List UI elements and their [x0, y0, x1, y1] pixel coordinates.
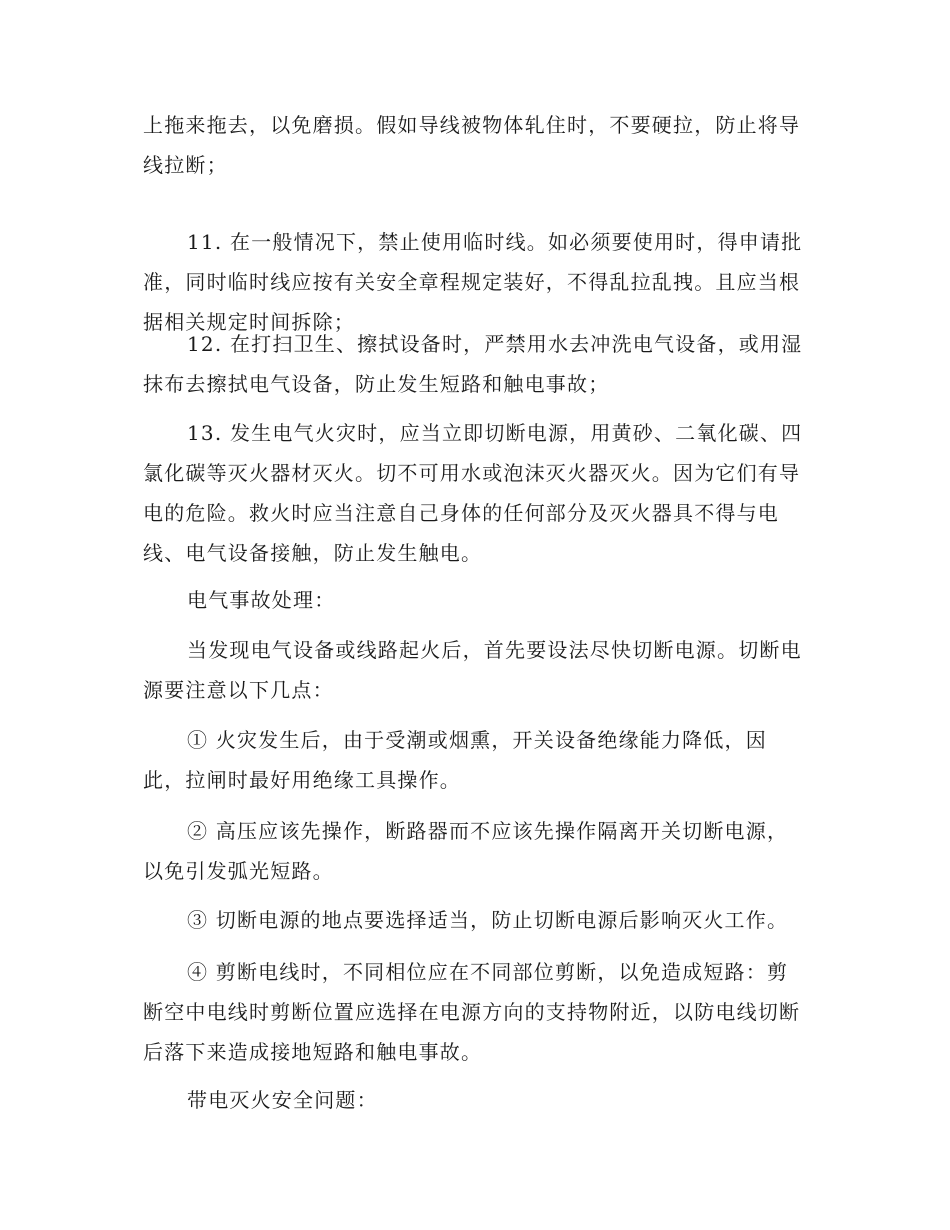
section-heading-live-fire: 带电灭火安全问题：: [187, 1088, 378, 1112]
list-item-4: ④ 剪断电线时，不同相位应在不同部位剪断，以免造成短路：剪断空中电线时剪断位置应选择在电源方向的支持物附近，以防电线切断后落下来造成接地短路和触电事故。: [143, 960, 801, 1064]
list-item-1: ① 火灾发生后，由于受潮或烟熏，开关设备绝缘能力降低，因此，拉闸时最好用绝缘工具操作。: [143, 728, 767, 792]
list-item-3: ③ 切断电源的地点要选择适当，防止切断电源后影响灭火工作。: [187, 908, 789, 932]
section-heading-electrical-accident: 电气事故处理：: [187, 588, 336, 612]
paragraph-item-12: 12. 在打扫卫生、擦拭设备时，严禁用水去冲洗电气设备，或用湿抹布去擦拭电气设备，防止发生短路和触电事故；: [143, 332, 803, 396]
paragraph-continuation: 上拖来拖去，以免磨损。假如导线被物体轧住时，不要硬拉，防止将导线拉断；: [143, 113, 801, 177]
paragraph-item-13: 13. 发生电气火灾时，应当立即切断电源，用黄砂、二氧化碳、四氯化碳等灭火器材灭火。切不可用水或泡沫灭火器灭火。因为它们有导电的危险。救火时应当注意自己身体的任何部分及灭火器具不得与电线、电气设备接触，防止发生触电。: [143, 421, 803, 565]
paragraph-item-11: 11. 在一般情况下，禁止使用临时线。如必须要使用时，得申请批准，同时临时线应按有关安全章程规定装好，不得乱拉乱拽。且应当根据相关规定时间拆除；: [143, 230, 803, 334]
list-item-2: ② 高压应该先操作，断路器而不应该先操作隔离开关切断电源，以免引发弧光短路。: [143, 819, 789, 883]
paragraph-cut-power-intro: 当发现电气设备或线路起火后，首先要设法尽快切断电源。切断电源要注意以下几点：: [143, 638, 802, 702]
